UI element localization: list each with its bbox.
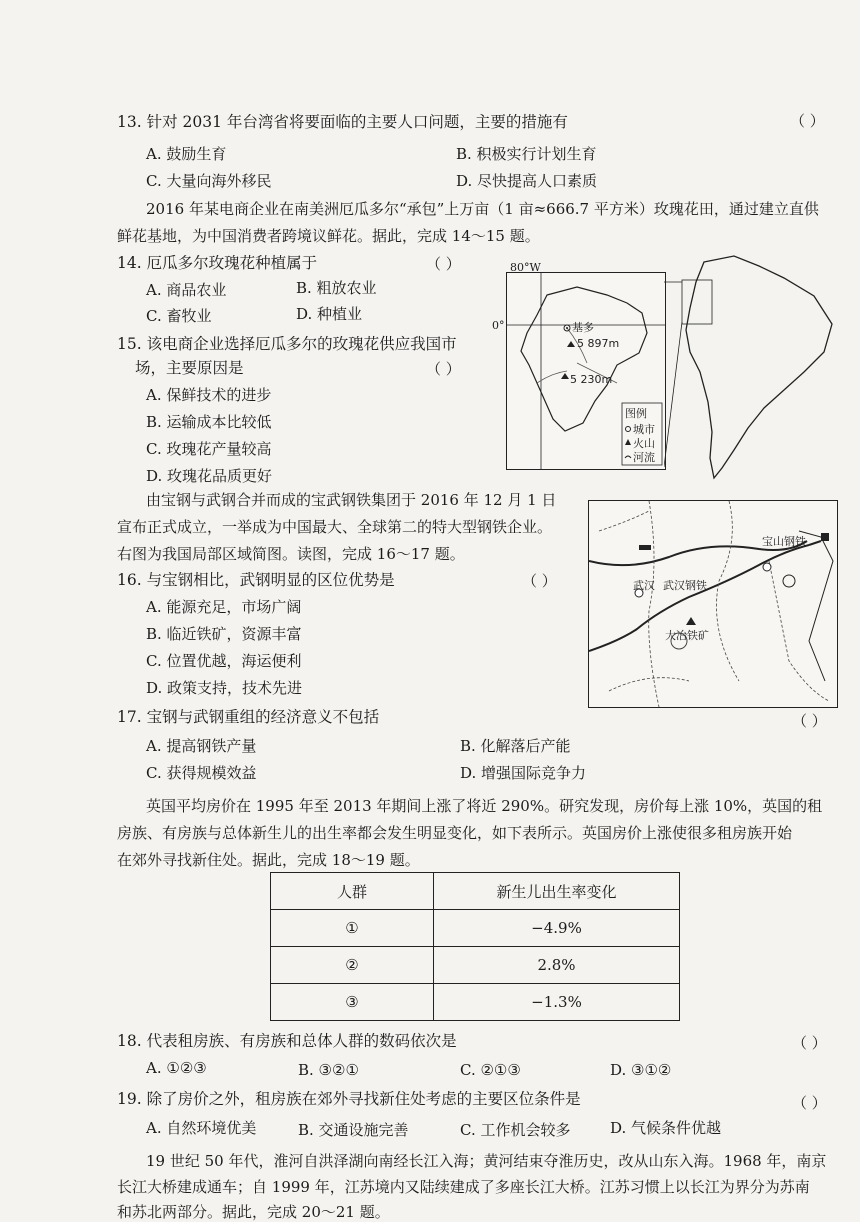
q16-option-d[interactable]: D. 政策支持，技术先进 [146,679,303,697]
ecuador-map [506,272,666,470]
q15-stem-line2: 场，主要原因是 [135,359,244,377]
q16-answer-paren[interactable]: （ ） [522,572,557,590]
q15-option-c[interactable]: C. 玫瑰花产量较高 [146,440,272,458]
q19-answer-paren[interactable]: （ ） [792,1094,827,1112]
south-america-map [664,252,844,482]
table-cell-group: ② [271,947,434,984]
china-steel-map [588,500,838,708]
birthrate-table [270,872,680,1021]
table-cell-change: 2.8% [434,947,680,984]
q13-option-c[interactable]: C. 大量向海外移民 [146,172,272,190]
q17-option-d[interactable]: D. 增强国际竞争力 [460,764,587,782]
q14-option-d[interactable]: D. 种植业 [296,305,363,323]
q15-answer-paren[interactable]: （ ） [426,360,461,378]
map1-legend-volcano: 火山 [633,437,655,450]
table-row [271,984,680,1021]
q13-stem: 13. 针对 2031 年台湾省将要面临的主要人口问题，主要的措施有 [117,113,568,131]
q13-option-a[interactable]: A. 鼓励生育 [146,145,227,163]
map1-city-label: 基多 [572,321,594,334]
table-cell-group: ③ [271,984,434,1021]
table-cell-change: −4.9% [434,910,680,947]
table-row [271,910,680,947]
q13-answer-paren[interactable]: （ ） [790,112,825,130]
q17-answer-paren[interactable]: （ ） [792,712,827,730]
q17-option-b[interactable]: B. 化解落后产能 [460,737,571,755]
map1-elev2: 5 230m [570,373,613,386]
q15-stem-line1: 15. 该电商企业选择厄瓜多尔的玫瑰花供应我国市 [117,335,457,353]
map2-wugang-label: 武汉钢铁 [663,579,707,592]
q17-option-a[interactable]: A. 提高钢铁产量 [146,737,257,755]
q16-option-c[interactable]: C. 位置优越，海运便利 [146,652,302,670]
table-row [271,947,680,984]
q19-stem: 19. 除了房价之外，租房族在郊外寻找新住处考虑的主要区位条件是 [117,1090,581,1108]
q16-option-a[interactable]: A. 能源充足，市场广阔 [146,598,302,616]
q16-option-b[interactable]: B. 临近铁矿，资源丰富 [146,625,302,643]
map2-daye-label: 大冶铁矿 [665,629,709,642]
q19-option-a[interactable]: A. 自然环境优美 [146,1119,257,1137]
intro4-line2: 长江大桥建成通车；自 1999 年，江苏境内又陆续建成了多座长江大桥。江苏习惯上以长江为界分为苏南 [117,1178,810,1196]
map1-legend-river: 河流 [633,451,655,464]
intro1-line1: 2016 年某电商企业在南美洲厄瓜多尔“承包”上万亩（1 亩≈666.7 平方米）玫瑰花田，通过建立直供 [146,200,819,218]
q18-answer-paren[interactable]: （ ） [792,1034,827,1052]
china-steel-map-drawing [589,501,837,707]
q13-option-d[interactable]: D. 尽快提高人口素质 [456,172,598,190]
q18-option-b[interactable]: B. ③②① [298,1061,359,1079]
map1-elev1: 5 897m [577,337,620,350]
q18-stem: 18. 代表租房族、有房族和总体人群的数码依次是 [117,1032,457,1050]
q17-stem: 17. 宝钢与武钢重组的经济意义不包括 [117,708,380,726]
q14-answer-paren[interactable]: （ ） [426,255,461,273]
q18-option-c[interactable]: C. ②①③ [460,1061,521,1079]
intro1-line2: 鲜花基地，为中国消费者跨境议鲜花。据此，完成 14～15 题。 [117,227,540,245]
intro4-line1: 19 世纪 50 年代，淮河自洪泽湖向南经长江入海；黄河结束夺淮历史，改从山东入海。1968 年，南京 [146,1152,827,1170]
map1-lon-label: 80°W [510,261,541,274]
ecuador-map-drawing [507,273,665,469]
table-header-row [271,873,680,910]
q14-option-a[interactable]: A. 商品农业 [146,281,227,299]
q15-option-a[interactable]: A. 保鲜技术的进步 [146,386,272,404]
q14-option-c[interactable]: C. 畜牧业 [146,307,212,325]
q14-option-b[interactable]: B. 粗放农业 [296,279,377,297]
intro3-line2: 房族、有房族与总体新生儿的出生率都会发生明显变化，如下表所示。英国房价上涨使很多租房族开始 [117,824,793,842]
map2-baoshan-label: 宝山钢铁 [762,535,806,548]
intro3-line3: 在郊外寻找新住处。据此，完成 18～19 题。 [117,851,420,869]
q13-option-b[interactable]: B. 积极实行计划生育 [456,145,597,163]
intro2-line1: 由宝钢与武钢合并而成的宝武钢铁集团于 2016 年 12 月 1 日 [146,491,557,509]
intro4-line3: 和苏北两部分。据此，完成 20～21 题。 [117,1203,390,1221]
table-cell-group: ① [271,910,434,947]
map1-legend-city: 城市 [633,423,655,436]
q19-option-c[interactable]: C. 工作机会较多 [460,1121,571,1139]
intro3-line1: 英国平均房价在 1995 年至 2013 年期间上涨了将近 290%。研究发现，房价每上涨 10%，英国的租 [146,797,823,815]
q14-stem: 14. 厄瓜多尔玫瑰花种植属于 [117,254,318,272]
map2-wuhan-label: 武汉 [633,579,655,592]
q18-option-d[interactable]: D. ③①② [610,1061,672,1079]
intro2-line2: 宣布正式成立，一举成为中国最大、全球第二的特大型钢铁企业。 [117,518,553,536]
q18-option-a[interactable]: A. ①②③ [146,1059,207,1077]
q16-stem: 16. 与宝钢相比，武钢明显的区位优势是 [117,571,395,589]
q17-option-c[interactable]: C. 获得规模效益 [146,764,257,782]
table-cell-change: −1.3% [434,984,680,1021]
table-header-change: 新生儿出生率变化 [434,873,680,910]
map1-lat-label: 0° [492,319,505,332]
q15-option-b[interactable]: B. 运输成本比较低 [146,413,272,431]
q19-option-d[interactable]: D. 气候条件优越 [610,1119,722,1137]
intro2-line3: 右图为我国局部区域简图。读图，完成 16～17 题。 [117,545,465,563]
table-header-group: 人群 [271,873,434,910]
map1-legend-title: 图例 [625,407,647,420]
q19-option-b[interactable]: B. 交通设施完善 [298,1121,409,1139]
q15-option-d[interactable]: D. 玫瑰花品质更好 [146,467,273,485]
